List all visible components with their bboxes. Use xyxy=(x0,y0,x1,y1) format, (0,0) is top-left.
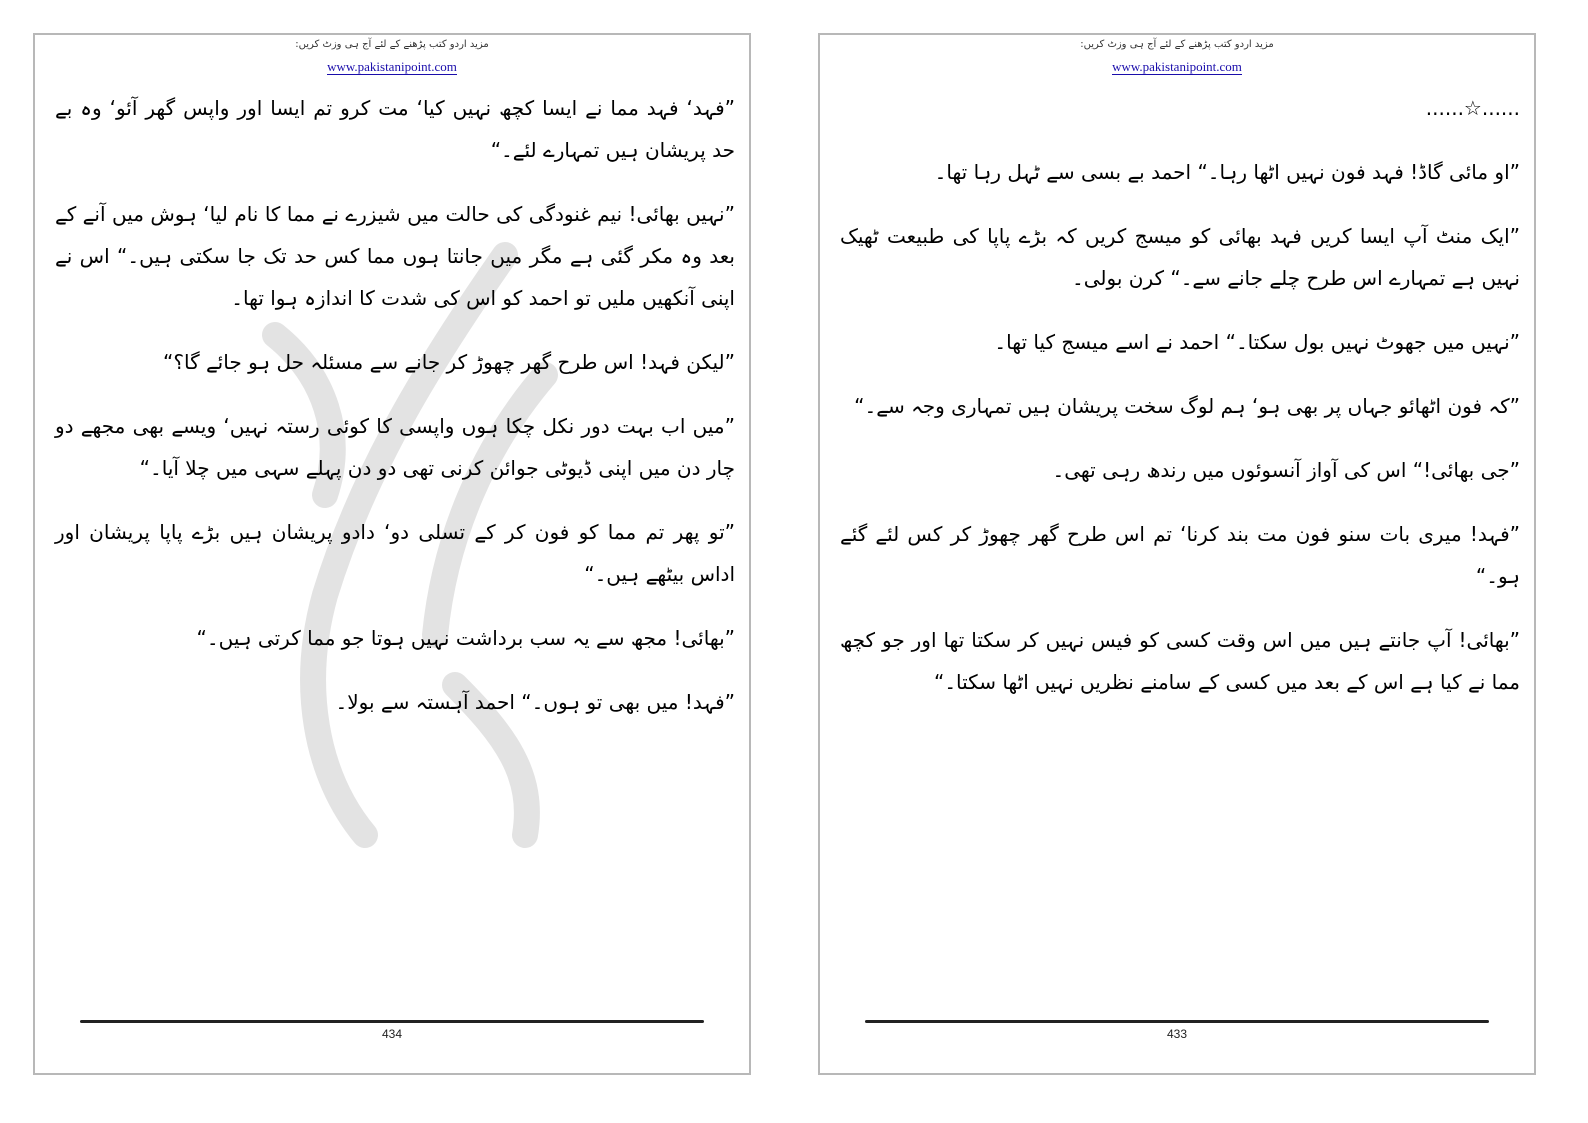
header-note: مزید اردو کتب پڑھنے کے لئے آج ہی وزٹ کریں: xyxy=(1080,39,1274,50)
paragraph: ”کہ فون اٹھائو جہاں پر بھی ہو‘ ہم لوگ سخت پریشان ہیں تمہاری وجہ سے۔“ xyxy=(854,394,1520,418)
paragraph: ”فہد! میری بات سنو فون مت بند کرنا‘ تم اس طرح گھر چھوڑ کر کس لئے گئے ہو۔“ xyxy=(840,522,1520,588)
page-number: 433 xyxy=(1166,1027,1188,1041)
paragraph: ”فہد! میں بھی تو ہوں۔“ احمد آہستہ سے بولا۔ xyxy=(335,690,735,714)
paragraph: ”بھائی! مجھ سے یہ سب برداشت نہیں ہوتا جو مما کرتی ہیں۔“ xyxy=(196,626,735,650)
page-434 xyxy=(33,33,751,1075)
paragraph: ”تو پھر تم مما کو فون کر کے تسلی دو‘ دادو پریشان ہیں بڑے پاپا پریشان اور اداس بیٹھے ہیں۔“ xyxy=(55,520,735,586)
paragraph: ”لیکن فہد! اس طرح گھر چھوڑ کر جانے سے مسئلہ حل ہو جائے گا؟“ xyxy=(163,350,735,374)
page-number: 434 xyxy=(381,1027,403,1041)
page-body-text xyxy=(840,87,1520,725)
header-note: مزید اردو کتب پڑھنے کے لئے آج ہی وزٹ کریں: xyxy=(295,39,489,50)
paragraph: ”میں اب بہت دور نکل چکا ہوں واپسی کا کوئی رستہ نہیں‘ ویسے بھی مجھے دو چار دن میں اپنی ڈیوٹی جوائن کرنی تھی دو دن پہلے سہی میں چلا آیا۔“ xyxy=(55,414,735,480)
footer-divider xyxy=(865,1020,1489,1023)
footer-divider xyxy=(80,1020,704,1023)
paragraph: ”ایک منٹ آپ ایسا کریں فہد بھائی کو میسج کریں کہ بڑے پاپا کی طبیعت ٹھیک نہیں ہے تمہارے اس طرح چلے جانے سے۔“ کرن بولی۔ xyxy=(840,224,1520,290)
page-body-text xyxy=(55,87,735,745)
website-link[interactable]: www.pakistanipoint.com xyxy=(327,59,457,74)
paragraph: ”فہد‘ فہد مما نے ایسا کچھ نہیں کیا‘ مت کرو تم ایسا اور واپس گھر آئو‘ وہ بے حد پریشان ہیں تمہارے لئے۔“ xyxy=(55,96,735,162)
paragraph: ”نہیں بھائی! نیم غنودگی کی حالت میں شیزرے نے مما کا نام لیا‘ ہوش میں آنے کے بعد وہ مکر گئی ہے مگر میں جانتا ہوں مما کس حد تک جا سکتی ہیں۔“ اس نے اپنی آنکھیں ملیں تو احمد کو اس کی شدت کا اندازہ ہوا تھا۔ xyxy=(55,202,735,310)
page-433 xyxy=(818,33,1536,1075)
paragraph: ”نہیں میں جھوٹ نہیں بول سکتا۔“ احمد نے اسے میسج کیا تھا۔ xyxy=(994,330,1520,354)
website-link[interactable]: www.pakistanipoint.com xyxy=(1112,59,1242,74)
paragraph: ”جی بھائی!“ اس کی آواز آنسوئوں میں رندھ رہی تھی۔ xyxy=(1052,458,1520,482)
paragraph: ”بھائی! آپ جانتے ہیں میں اس وقت کسی کو فیس نہیں کر سکتا تھا اور جو کچھ مما نے کیا ہے اس کے بعد میں کسی کے سامنے نظریں نہیں اٹھا سکتا۔“ xyxy=(840,628,1520,694)
section-separator: ......☆...... xyxy=(1425,96,1520,120)
paragraph: ”او مائی گاڈ! فہد فون نہیں اٹھا رہا۔“ احمد بے بسی سے ٹہل رہا تھا۔ xyxy=(934,160,1520,184)
